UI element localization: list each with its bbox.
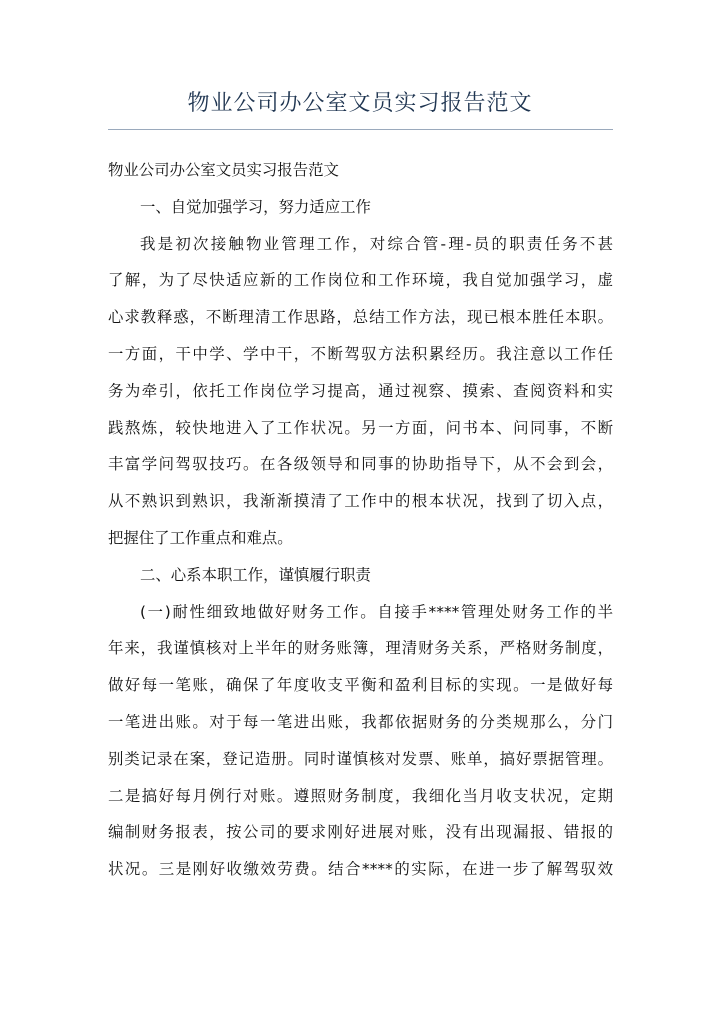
text-line: 丰富学问驾驭技巧。在各级领导和同事的协助指导下，从不会到会，	[108, 455, 613, 474]
text-line: 一笔进出账。对于每一笔进出账，我都依据财务的分类规那么，分门	[108, 712, 613, 731]
title-divider	[108, 129, 613, 130]
text-line: 把握住了工作重点和难点。	[108, 528, 293, 547]
document-title: 物业公司办公室文员实习报告范文	[187, 91, 533, 116]
text-line: 从不熟识到熟识，我渐渐摸清了工作中的根本状况，找到了切入点，	[108, 492, 613, 511]
text-line: 状况。三是刚好收缴效劳费。结合****的实际，在进一步了解驾驭效	[108, 860, 613, 879]
text-line: 一、自觉加强学习，努力适应工作	[140, 197, 371, 216]
text-line: (一)耐性细致地做好财务工作。自接手****管理处财务工作的半	[140, 602, 613, 621]
text-line: 年来，我谨慎核对上半年的财务账簿，理清财务关系，严格财务制度，	[108, 639, 613, 658]
text-line: 编制财务报表，按公司的要求刚好进展对账，没有出现漏报、错报的	[108, 823, 613, 842]
text-line: 做好每一笔账，确保了年度收支平衡和盈利目标的实现。一是做好每	[108, 676, 613, 695]
text-line: 二、心系本职工作，谨慎履行职责	[140, 565, 371, 584]
text-line: 二是搞好每月例行对账。遵照财务制度，我细化当月收支状况，定期	[108, 786, 613, 805]
text-line: 物业公司办公室文员实习报告范文	[108, 161, 339, 179]
text-line: 一方面，干中学、学中干，不断驾驭方法积累经历。我注意以工作任	[108, 344, 613, 363]
text-line: 别类记录在案，登记造册。同时谨慎核对发票、账单，搞好票据管理。	[108, 749, 613, 768]
document-body	[108, 152, 613, 888]
text-line: 务为牵引，依托工作岗位学习提高，通过视察、摸索、查阅资料和实	[108, 381, 613, 400]
text-line: 我是初次接触物业管理工作，对综合管-理-员的职责任务不甚	[140, 234, 613, 253]
text-line: 了解，为了尽快适应新的工作岗位和工作环境，我自觉加强学习，虚	[108, 271, 613, 290]
text-line: 践熬炼，较快地进入了工作状况。另一方面，问书本、问同事，不断	[108, 418, 613, 437]
text-line: 心求教释惑，不断理清工作思路，总结工作方法，现已根本胜任本职。	[108, 308, 613, 327]
